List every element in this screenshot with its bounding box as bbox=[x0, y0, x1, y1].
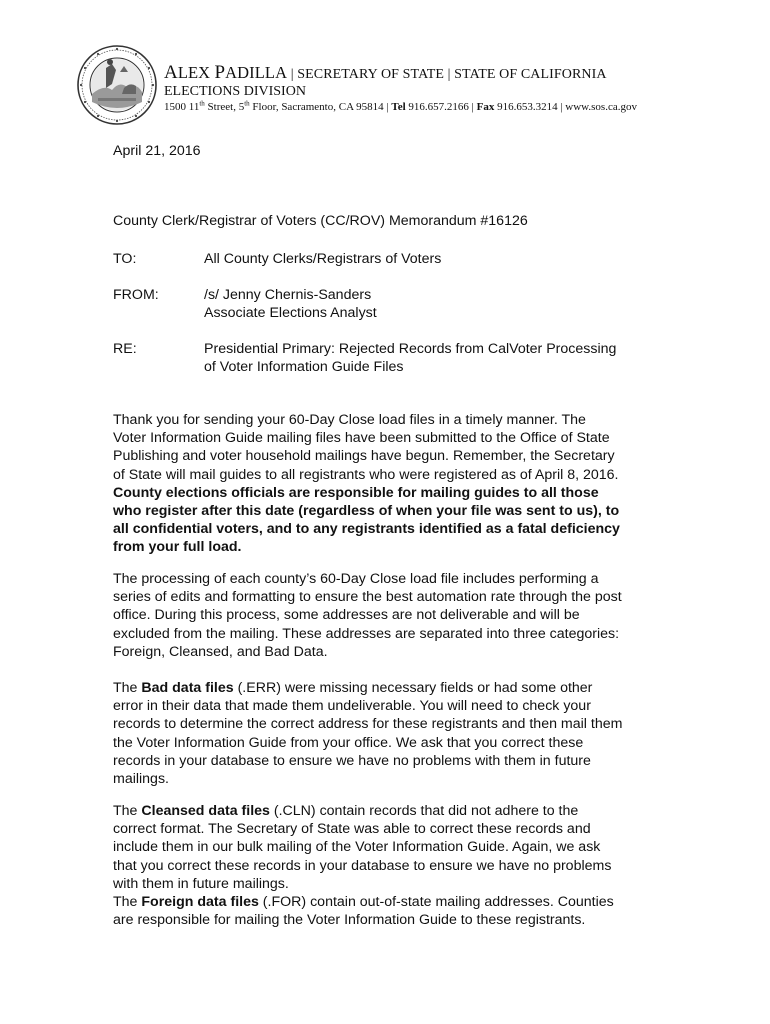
re-value: Presidential Primary: Rejected Records from CalVoter Processing of Voter Information Guide Files bbox=[204, 341, 617, 376]
paragraph-bad-data: The Bad data files (.ERR) were missing necessary fields or had some other error in their data that made them undeliverable. You will need to check your records to determine the correct address for these registrants and then mail them the Voter Information Guide from your office. We ask that you correct these records in your database to ensure we have no problems with them in future mailings. bbox=[113, 680, 623, 788]
address-line: 1500 11th Street, 5th Floor, Sacramento, CA 95814 | Tel 916.657.2166 | Fax 916.653.3214 | www.sos.ca.gov bbox=[164, 99, 637, 113]
from-value: /s/ Jenny Chernis-Sanders Associate Elections Analyst bbox=[204, 287, 377, 322]
cleansed-data-term: Cleansed data files bbox=[141, 803, 270, 819]
paragraph-foreign-data: The Foreign data files (.FOR) contain out-of-state mailing addresses. Counties are responsible for mailing the Voter Information Guide to these registrants. bbox=[113, 894, 614, 929]
memo-date: April 21, 2016 bbox=[113, 143, 201, 159]
paragraph-processing: The processing of each county’s 60-Day Close load file includes performing a series of edits and formatting to ensure the best automation rate through the post office. During this process, some addresses are not deliverable and will be excluded from the mailing. These addresses are separated into three categories: Foreign, Cleansed, and Bad Data. bbox=[113, 571, 622, 660]
from-label: FROM: bbox=[113, 287, 159, 303]
paragraph-intro: Thank you for sending your 60-Day Close load files in a timely manner. The Voter Information Guide mailing files have been submitted to the Office of State Publishing and voter household mailings have begun. Remember, the Secretary of State will mail guides to all registrants who were registered as of April 8, 2016. County elections officials are responsible for mailing guides to all those who register after this date (regardless of when your file was sent to us), to all confidential voters, and to any registrants identified as a fatal deficiency from your full load. bbox=[113, 412, 620, 556]
letterhead-title: ALEX PADILLA | SECRETARY OF STATE | STATE OF CALIFORNIA bbox=[164, 62, 607, 83]
bad-data-term: Bad data files bbox=[141, 680, 234, 696]
letterhead bbox=[164, 64, 637, 115]
to-value: All County Clerks/Registrars of Voters bbox=[204, 251, 442, 267]
division-name: ELECTIONS DIVISION bbox=[164, 84, 306, 99]
foreign-data-term: Foreign data files bbox=[141, 894, 259, 910]
state-seal-icon bbox=[76, 44, 158, 126]
secretary-name: ALEX PADILLA bbox=[164, 62, 288, 83]
paragraph-cleansed-data: The Cleansed data files (.CLN) contain records that did not adhere to the correct format. The Secretary of State was able to correct these records and include them in our bulk mailing of the Voter Information Guide. Again, we ask that you correct these records in your database to ensure we have no problems with them in future mailings. bbox=[113, 803, 612, 892]
re-label: RE: bbox=[113, 341, 137, 357]
memo-number: County Clerk/Registrar of Voters (CC/ROV) Memorandum #16126 bbox=[113, 213, 528, 229]
to-label: TO: bbox=[113, 251, 137, 267]
